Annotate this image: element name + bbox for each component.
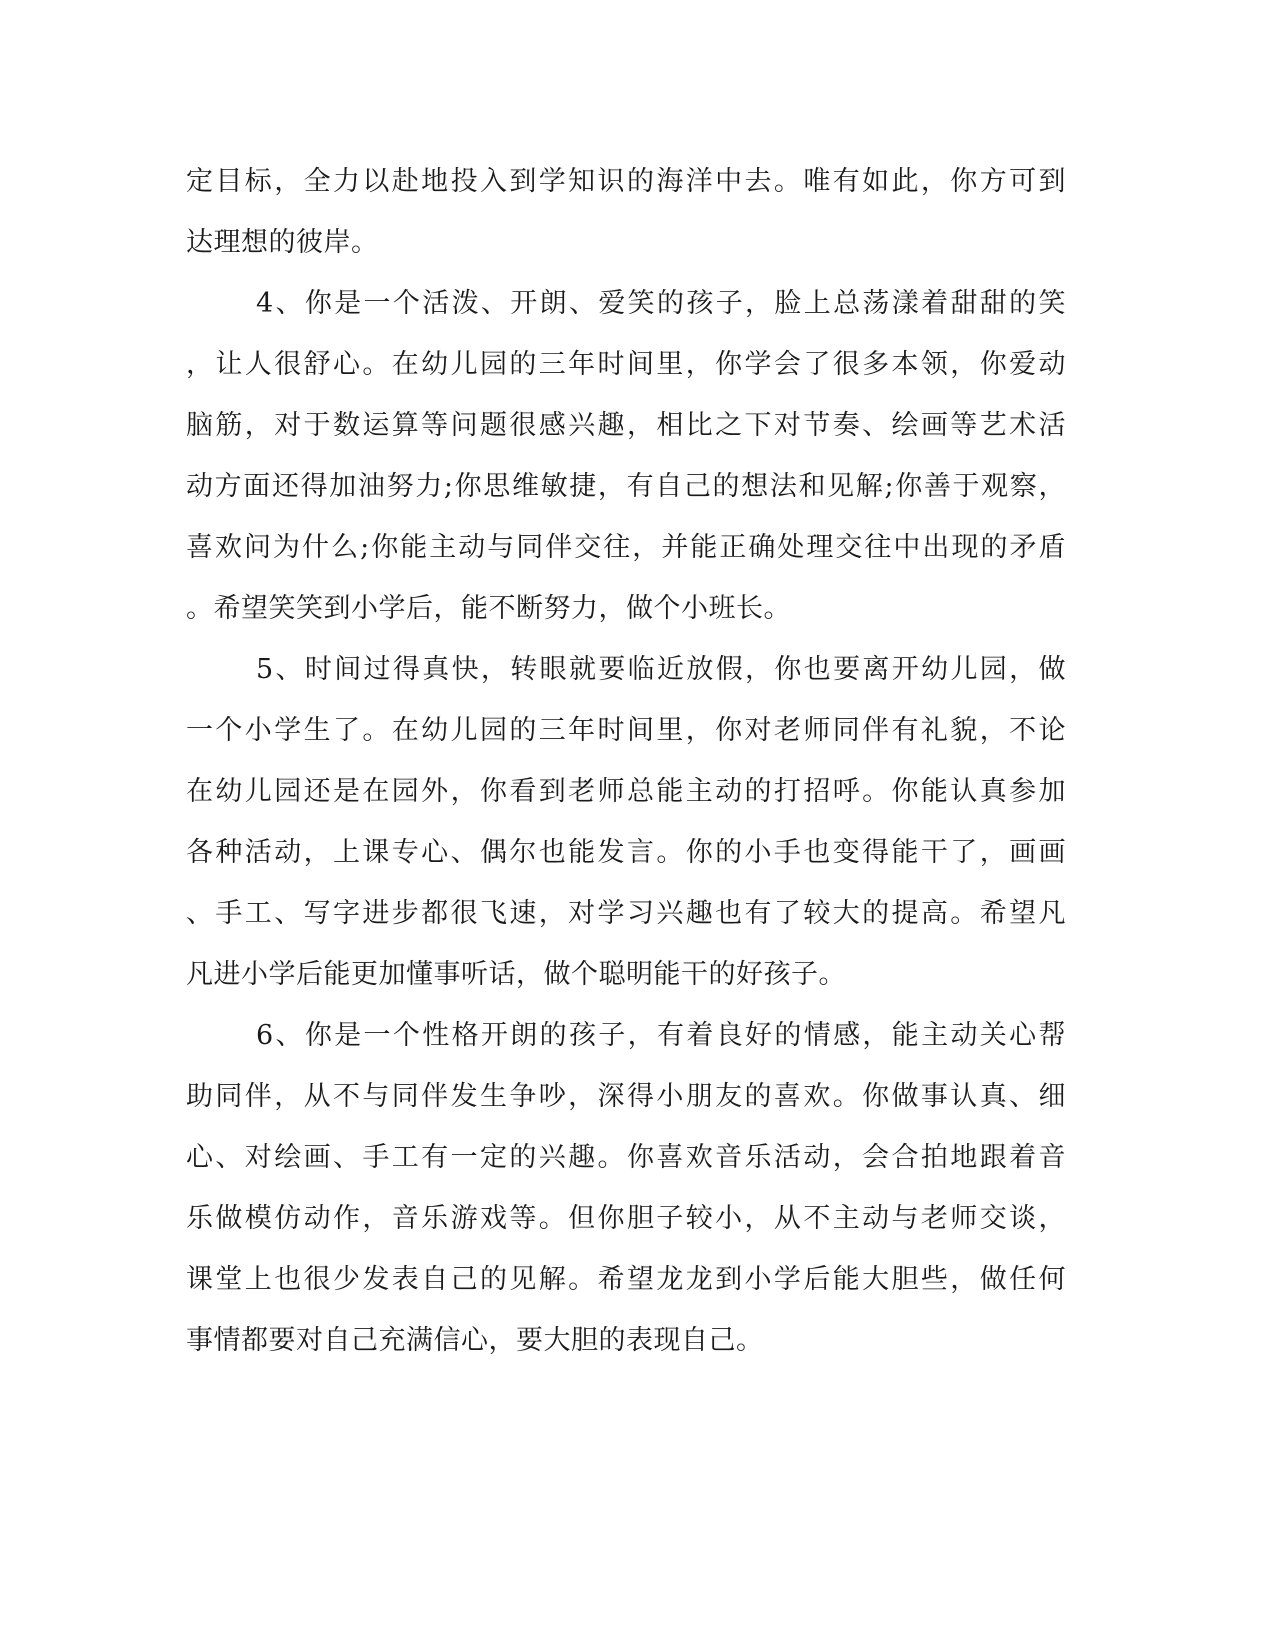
text-line: 课堂上也很少发表自己的见解。希望龙龙到小学后能大胆些，做任何 [186,1264,1066,1295]
text-line: 定目标，全力以赴地投入到学知识的海洋中去。唯有如此，你方可到 [186,166,1066,197]
paragraph-4-first-line: 4、你是一个活泼、开朗、爱笑的孩子，脸上总荡漾着甜甜的笑 [256,288,1066,319]
text-line: 、手工、写字进步都很飞速，对学习兴趣也有了较大的提高。希望凡 [186,898,1066,929]
text-line: 一个小学生了。在幼儿园的三年时间里，你对老师同伴有礼貌，不论 [186,715,1066,746]
text-line: 达理想的彼岸。 [186,227,379,258]
text-line: 乐做模仿动作，音乐游戏等。但你胆子较小，从不主动与老师交谈， [186,1203,1066,1234]
text-line: 各种活动，上课专心、偶尔也能发言。你的小手也变得能干了，画画 [186,837,1066,868]
text-line: 动方面还得加油努力;你思维敏捷，有自己的想法和见解;你善于观察， [186,471,1066,502]
text-line: 在幼儿园还是在园外，你看到老师总能主动的打招呼。你能认真参加 [186,776,1066,807]
document-body [186,162,1066,1382]
text-line: 心、对绘画、手工有一定的兴趣。你喜欢音乐活动，会合拍地跟着音 [186,1142,1066,1173]
paragraph-5-first-line: 5、时间过得真快，转眼就要临近放假，你也要离开幼儿园，做 [256,654,1066,685]
text-line: 凡进小学后能更加懂事听话，做个聪明能干的好孩子。 [186,959,846,990]
text-line: 脑筋，对于数运算等问题很感兴趣，相比之下对节奏、绘画等艺术活 [186,410,1066,441]
paragraph-6-first-line: 6、你是一个性格开朗的孩子，有着良好的情感，能主动关心帮 [256,1020,1066,1051]
text-line: 助同伴，从不与同伴发生争吵，深得小朋友的喜欢。你做事认真、细 [186,1081,1066,1112]
text-line: 。希望笑笑到小学后，能不断努力，做个小班长。 [186,593,791,624]
text-line: 喜欢问为什么;你能主动与同伴交往，并能正确处理交往中出现的矛盾 [186,532,1066,563]
text-line: 事情都要对自己充满信心，要大胆的表现自己。 [186,1325,764,1356]
text-line: ，让人很舒心。在幼儿园的三年时间里，你学会了很多本领，你爱动 [186,349,1066,380]
